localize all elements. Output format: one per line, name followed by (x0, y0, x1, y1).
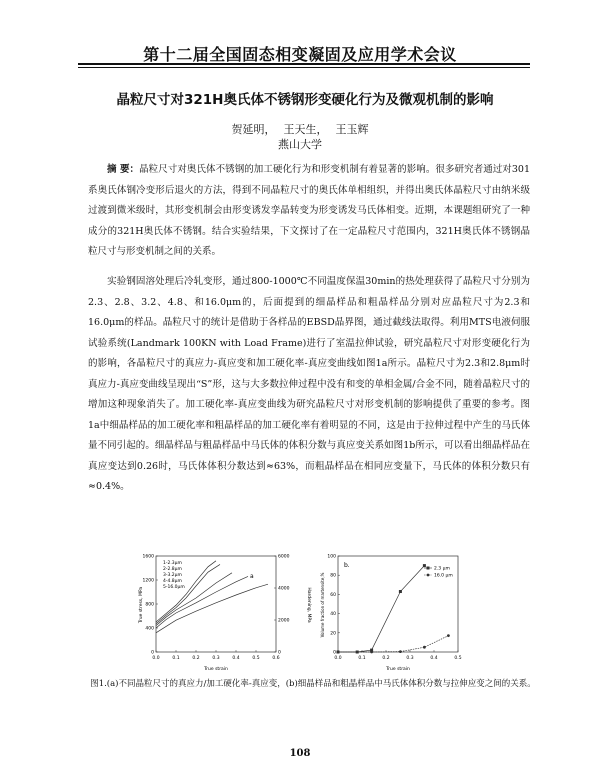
chart-a-ytick-label: 400 (145, 626, 154, 632)
chart-b-xtick-label: 0.2 (382, 656, 390, 661)
body-text: 实验钢固溶处理后冷轧变形，通过800-1000℃不同温度保温30min的热处理获得了晶粒尺寸分别为2.3、2.8、3.2、4.8、和16.0μm的，后面提到的细晶样品和粗晶样品分别对应晶粒尺寸为2.3和16.0μm的样品。晶粒尺寸的统计是借助于各样品的EBSD晶界图，通过截线法取得。利用MTS电液伺服试验系统(Landmark 100KN with Load Frame)进行了室温拉伸试验，研究晶粒尺寸对形变硬化行为的影响，各晶粒尺寸的真应力-真应变和加工硬化率-真应变曲线如图1a所示。晶粒尺寸为2.3和2.8μm时真应力-真应变曲线呈现出“S”形，这与大多数拉伸过程中没有和变的单相金属/合金不同，随着晶粒尺寸的增加这种现象消失了。加工硬化率-真应变曲线为研究晶粒尺寸对形变机制的影响提供了重要的参考。图1a中细晶样品的加工硬化率和粗晶样品的加工硬化率有着明显的不同，这是由于拉伸过程中产生的马氏体量不同引起的。细晶样品与粗晶样品中马氏体的体积分数与真应变关系如图1b所示，可以看出细晶样品在真应变达到0.26时，马氏体体积分数达到≈63%，而粗晶样品在相同应变量下，马氏体的体积分数只有≈0.4%。 (88, 276, 530, 492)
chart-a-xtick-label: 0.4 (232, 656, 240, 661)
chart-b-xtick-label: 0.5 (454, 656, 462, 661)
author-2: 王天生， (283, 123, 328, 136)
chart-a-xtick-label: 0.0 (152, 656, 160, 661)
chart-b (320, 550, 480, 675)
chart-b-ytick-label: 20 (330, 631, 336, 637)
chart-a (138, 550, 313, 675)
chart-a-y2label: Hardening, MPa (306, 587, 311, 623)
chart-a-xtick-label: 0.3 (212, 656, 220, 661)
author-3: 王玉辉 (335, 123, 369, 136)
chart-a-legend-2: 2-2.8μm (163, 567, 182, 572)
chart-a-y2tick-label: 4000 (278, 586, 290, 592)
chart-a-legend-4: 4-4.8μm (163, 579, 182, 584)
chart-b-point-2 (356, 651, 359, 654)
chart-a-y2tick-label: 0 (278, 650, 281, 656)
chart-b-title: b. (344, 562, 350, 569)
chart-a-xtick-label: 0.2 (192, 656, 200, 661)
chart-a-ytick-label: 0 (151, 650, 154, 656)
chart-b-point-2 (423, 646, 426, 649)
chart-a-legend-1: 1-2.3μm (163, 561, 182, 566)
chart-b-xtick-label: 0.0 (334, 656, 342, 661)
chart-b-ytick-label: 0 (333, 650, 336, 656)
chart-b-xlabel: True strain (386, 667, 410, 672)
header-rule-thick (78, 63, 530, 65)
chart-b-xtick-label: 0.4 (430, 656, 438, 661)
chart-b-legend-2: 16.0 μm (434, 573, 453, 579)
conference-header: 第十二届全国固态相变凝固及应用学术会议 (143, 45, 457, 64)
chart-b-point-2 (370, 651, 373, 654)
chart-b-point-1 (399, 590, 402, 593)
body-paragraph (88, 272, 530, 498)
chart-b-xtick-label: 0.1 (358, 656, 366, 661)
abstract-label: 摘 要： (107, 164, 140, 175)
chart-b-series-line-1 (338, 566, 424, 652)
chart-a-series-line-5 (156, 584, 268, 633)
chart-b-point-2 (337, 651, 340, 654)
chart-b-ytick-label: 40 (330, 612, 336, 618)
figure-caption: 图1.(a)不同晶粒尺寸的真应力/加工硬化率-真应变，(b)细晶样品和粗晶样品中马氏体体积分数与拉伸应变之间的关系。 (90, 679, 536, 689)
author-1: 贺延明， (231, 123, 276, 136)
header-rule-thin (78, 67, 530, 68)
chart-a-ylabel: True stress, MPa (139, 586, 144, 624)
chart-a-xtick-label: 0.6 (272, 656, 280, 661)
chart-b-point-2 (447, 634, 450, 637)
chart-a-xlabel: True strain (204, 667, 228, 672)
chart-b-legend-marker-1 (427, 567, 430, 570)
chart-a-legend-5: 5-16.0μm (163, 585, 185, 590)
chart-b-ytick-label: 60 (330, 592, 336, 598)
abstract-text: 晶粒尺寸对奥氏体不锈钢的加工硬化行为和形变机制有着显著的影响。很多研究者通过对301系奥氏体钢冷变形后退火的方法，得到不同晶粒尺寸的奥氏体单相组织，并得出奥氏体晶粒尺寸由纳米级过渡到微米级时，其形变机制会由形变诱发孪晶转变为形变诱发马氏体相变。近期，本课题组研究了一种成分的321H奥氏体不锈钢。结合实验结果，下文探讨了在一定晶粒尺寸范围内，321H奥氏体不锈钢晶粒尺寸与形变机制之间的关系。 (88, 164, 531, 257)
chart-a-legend-3: 3-3.2μm (163, 573, 182, 578)
chart-a-y2tick-label: 2000 (278, 618, 290, 624)
chart-a-xtick-label: 0.5 (252, 656, 260, 661)
chart-b-legend-1: 2.3 μm (434, 566, 450, 572)
chart-b-point-1 (423, 564, 426, 567)
page-number: 108 (289, 748, 311, 759)
chart-b-series-line-2 (338, 636, 448, 652)
affiliation: 燕山大学 (278, 138, 322, 151)
chart-b-ytick-label: 100 (327, 554, 336, 560)
chart-a-xtick-label: 0.1 (172, 656, 180, 661)
chart-b-legend-marker-2 (427, 574, 430, 577)
chart-b-xtick-label: 0.3 (406, 656, 414, 661)
author-list (0, 121, 600, 137)
chart-a-ytick-label: 1600 (142, 554, 154, 560)
chart-b-ylabel: Volume fraction of martensite,% (320, 572, 325, 638)
figure-1 (138, 550, 478, 675)
chart-b-point-2 (399, 650, 402, 653)
paper-title: 晶粒尺寸对321H奥氏体不锈钢形变硬化行为及微观机制的影响 (116, 92, 494, 108)
chart-a-title: a (250, 573, 254, 580)
chart-b-ytick-label: 80 (330, 573, 336, 579)
chart-a-ytick-label: 800 (145, 602, 154, 608)
chart-a-ytick-label: 1200 (142, 578, 154, 584)
chart-a-y2tick-label: 6000 (278, 554, 290, 560)
abstract-paragraph (88, 160, 530, 263)
